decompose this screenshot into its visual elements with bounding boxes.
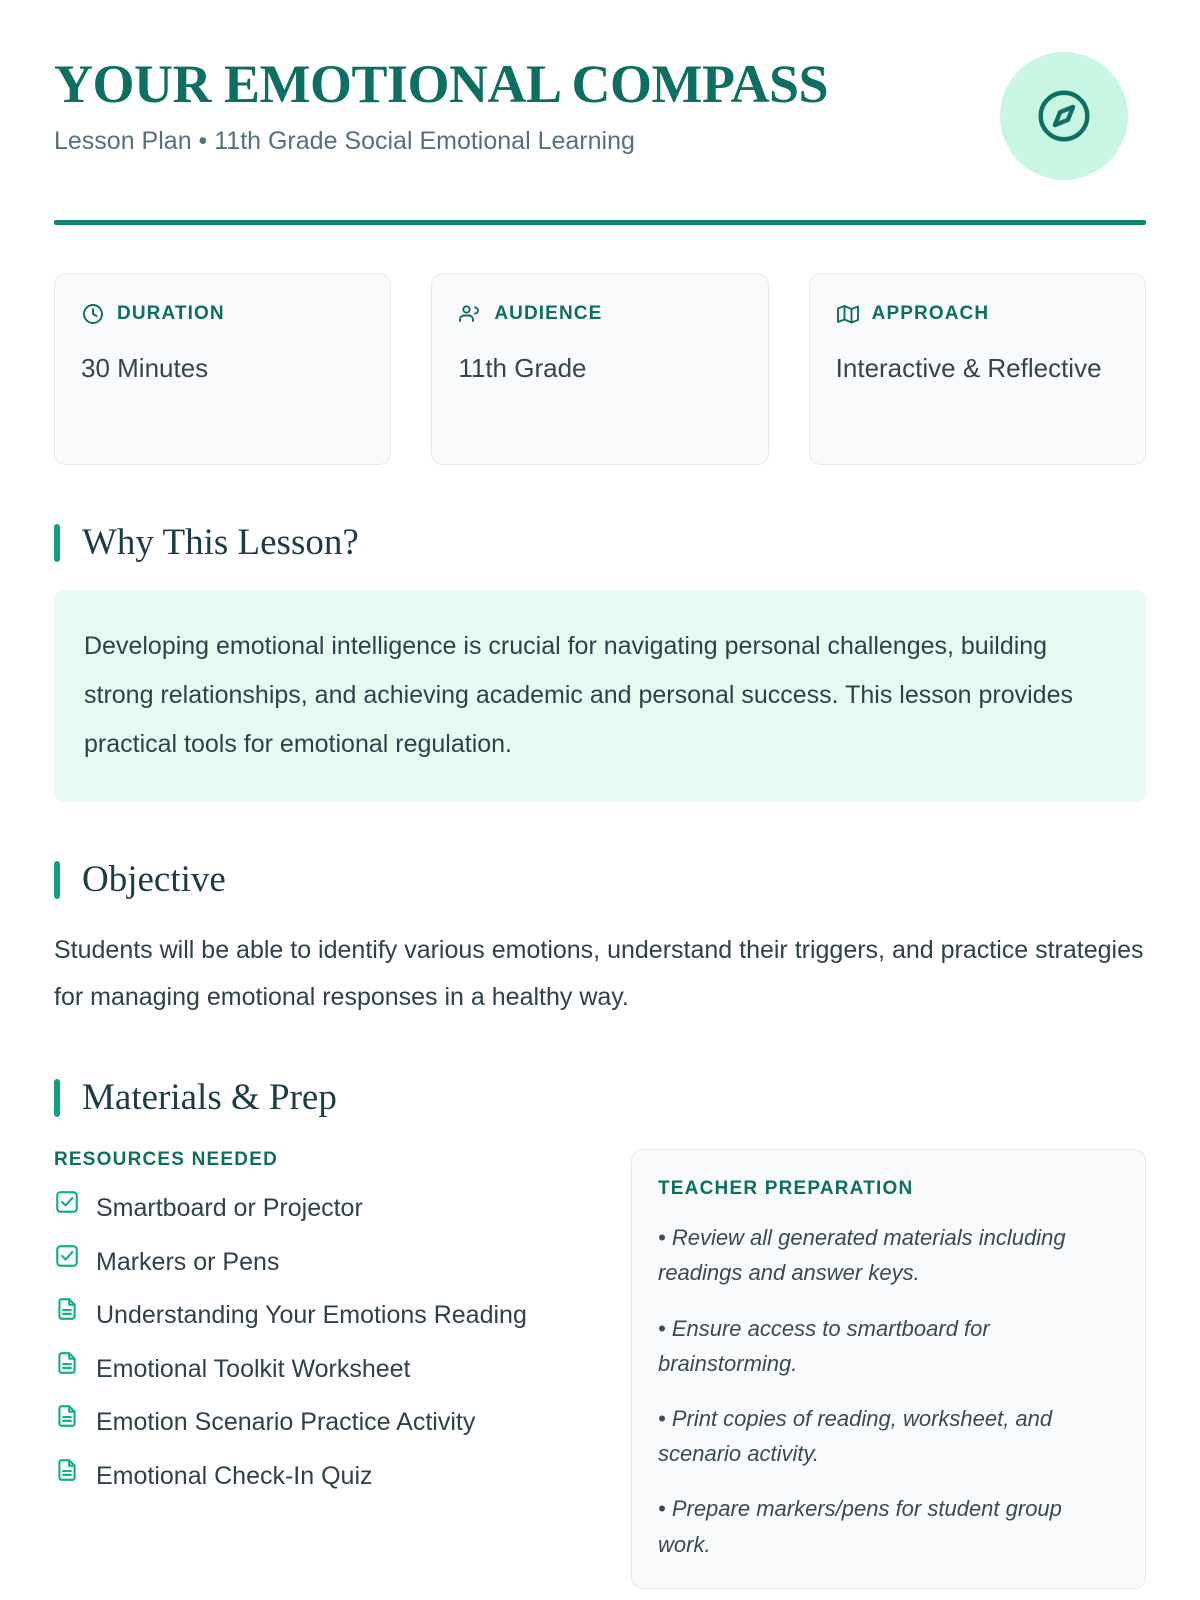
meta-card-header [836,302,1119,326]
teacher-preparation-card [631,1149,1146,1589]
meta-card-value: Interactive & Reflective [835,353,1102,383]
objective-text: Students will be able to identify various emotions, understand their triggers, and practice strategies for managing emotional responses in a healthy way. [54,936,1144,1011]
section-accent-bar [54,524,60,562]
section-objective [54,858,1146,1020]
meta-card-label: APPROACH [871,303,990,324]
section-materials-and-prep [54,1076,1146,1589]
meta-card-header [81,302,364,326]
list-item-label: Emotional Check-In Quiz [96,1461,373,1490]
section-title: Materials & Prep [82,1077,337,1119]
header-text-block [54,52,828,156]
document-icon [54,1457,80,1483]
list-item [54,1457,577,1497]
meta-card-duration [54,273,391,465]
prep-item: • Print copies of reading, worksheet, and scenario activity. [658,1406,1053,1467]
meta-card-audience [431,273,768,465]
prep-item: • Review all generated materials including readings and answer keys. [658,1225,1066,1286]
section-header [54,858,1146,901]
materials-grid [54,1149,1146,1589]
teacher-preparation-label: TEACHER PREPARATION [658,1178,914,1200]
list-item-label: Emotion Scenario Practice Activity [96,1408,476,1437]
users-icon [458,302,482,326]
section-header [54,1076,1146,1119]
checkbox-icon [54,1189,80,1215]
clock-icon [81,302,105,326]
meta-card-value: 30 Minutes [81,353,209,383]
section-title: Why This Lesson? [82,522,359,563]
section-title: Objective [82,859,226,901]
checkbox-icon [54,1243,80,1269]
section-header [54,521,1146,564]
list-item-label: Markers or Pens [96,1247,280,1276]
resources-column [54,1149,577,1510]
list-item-label: Understanding Your Emotions Reading [96,1301,527,1330]
document-icon [54,1350,80,1376]
resources-list [54,1189,577,1496]
header-divider [54,220,1146,225]
prep-item: • Prepare markers/pens for student group work. [658,1496,1062,1557]
list-item-label: Emotional Toolkit Worksheet [96,1354,411,1383]
brand-badge [1000,52,1128,180]
meta-card-value: 11th Grade [458,353,587,383]
list-item [54,1350,577,1390]
page-subtitle: Lesson Plan • 11th Grade Social Emotional Learning [54,126,635,155]
prep-item: • Ensure access to smartboard for brainstorming. [658,1315,990,1376]
list-item [54,1403,577,1443]
resources-label: RESOURCES NEEDED [54,1149,279,1171]
document-icon [54,1296,80,1322]
document-icon [54,1403,80,1429]
section-accent-bar [54,1079,60,1117]
meta-card-header [458,302,741,326]
meta-card-label: AUDIENCE [494,303,603,324]
page-title: YOUR EMOTIONAL COMPASS [54,54,829,114]
compass-icon [1033,85,1095,147]
section-why-this-lesson [54,521,1146,802]
meta-card-approach [809,273,1146,465]
meta-card-row [54,273,1146,465]
map-icon [836,302,860,326]
list-item [54,1189,577,1229]
meta-card-label: DURATION [117,303,225,324]
section-accent-bar [54,861,60,899]
why-callout-text: Developing emotional intelligence is crucial for navigating personal challenges, building strong relationships, and achieving academic and personal success. This lesson provides practical tools for emotional regulation. [54,590,1146,802]
list-item [54,1243,577,1283]
document-header [54,52,1146,180]
list-item [54,1296,577,1336]
list-item-label: Smartboard or Projector [96,1194,363,1223]
